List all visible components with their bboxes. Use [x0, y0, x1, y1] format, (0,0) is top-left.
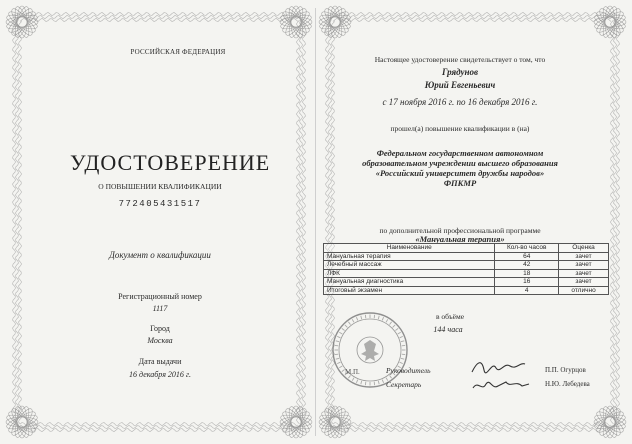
course-table [323, 243, 609, 295]
document-type: Документ о квалификации [109, 250, 211, 260]
passed-text: прошел(а) повышение квалификации в (на) [390, 124, 530, 133]
course-hours: 42 [495, 261, 559, 270]
organization-line: «Российский университет дружбы народов» [375, 168, 545, 178]
official-seal-icon [330, 310, 410, 390]
secretary-name: Н.Ю. Лебедева [545, 380, 590, 388]
secretary-role: Секретарь [386, 380, 422, 389]
page-fold [315, 8, 316, 436]
course-grade: зачет [559, 278, 609, 287]
column-header: Наименование [324, 244, 495, 253]
course-grade: зачет [559, 252, 609, 261]
course-name: Лечебный массаж [324, 261, 495, 270]
training-period: с 17 ноября 2016 г. по 16 декабря 2016 г. [382, 97, 538, 107]
secretary-signature-icon [470, 374, 532, 396]
certificate-subtitle: О ПОВЫШЕНИИ КВАЛИФИКАЦИИ [98, 182, 222, 191]
head-role: Руководитель [386, 366, 431, 375]
program-name: «Мануальная терапия» [415, 234, 505, 244]
course-grade: зачет [559, 269, 609, 278]
course-grade: зачет [559, 261, 609, 270]
reg-number-value: 1117 [152, 304, 168, 313]
organization-line: Федеральном государственном автономном [376, 148, 544, 158]
course-name: Мануальная терапия [324, 252, 495, 261]
city-label: Город [150, 324, 170, 333]
course-name: ЛФК [324, 269, 495, 278]
column-header: Оценка [559, 244, 609, 253]
course-hours: 64 [495, 252, 559, 261]
course-name: Итоговый экзамен [324, 286, 495, 295]
reg-number-label: Регистрационный номер [118, 292, 202, 301]
course-name: Мануальная диагностика [324, 278, 495, 287]
certificate-number: 772405431517 [118, 199, 202, 209]
head-name: П.П. Огурцов [545, 366, 586, 374]
country-heading: РОССИЙСКАЯ ФЕДЕРАЦИЯ [130, 48, 226, 56]
course-hours: 4 [495, 286, 559, 295]
table-header-row [324, 244, 609, 253]
course-hours: 18 [495, 269, 559, 278]
table-row [324, 269, 609, 278]
table-row [324, 261, 609, 270]
intro-text: Настоящее удостоверение свидетельствует о том, что [374, 55, 546, 64]
issue-date-value: 16 декабря 2016 г. [129, 370, 191, 379]
volume-label: в объёме [435, 312, 465, 321]
organization-line: образовательном учреждении высшего образования [362, 158, 558, 168]
column-header: Кол-во часов [495, 244, 559, 253]
seal-label: М.П. [345, 368, 360, 376]
holder-given-name: Юрий Евгеньевич [424, 80, 496, 90]
volume-value: 144 часа [433, 325, 463, 334]
issue-date-label: Дата выдачи [138, 357, 182, 366]
organization-line: ФПКМР [443, 178, 477, 188]
table-row [324, 252, 609, 261]
course-hours: 16 [495, 278, 559, 287]
table-row [324, 278, 609, 287]
program-intro: по дополнительной профессиональной программе [379, 226, 541, 235]
holder-surname: Грядунов [441, 67, 479, 77]
course-grade: отлично [559, 286, 609, 295]
table-row [324, 286, 609, 295]
city-value: Москва [147, 336, 173, 345]
certificate-title: УДОСТОВЕРЕНИЕ [70, 150, 271, 175]
